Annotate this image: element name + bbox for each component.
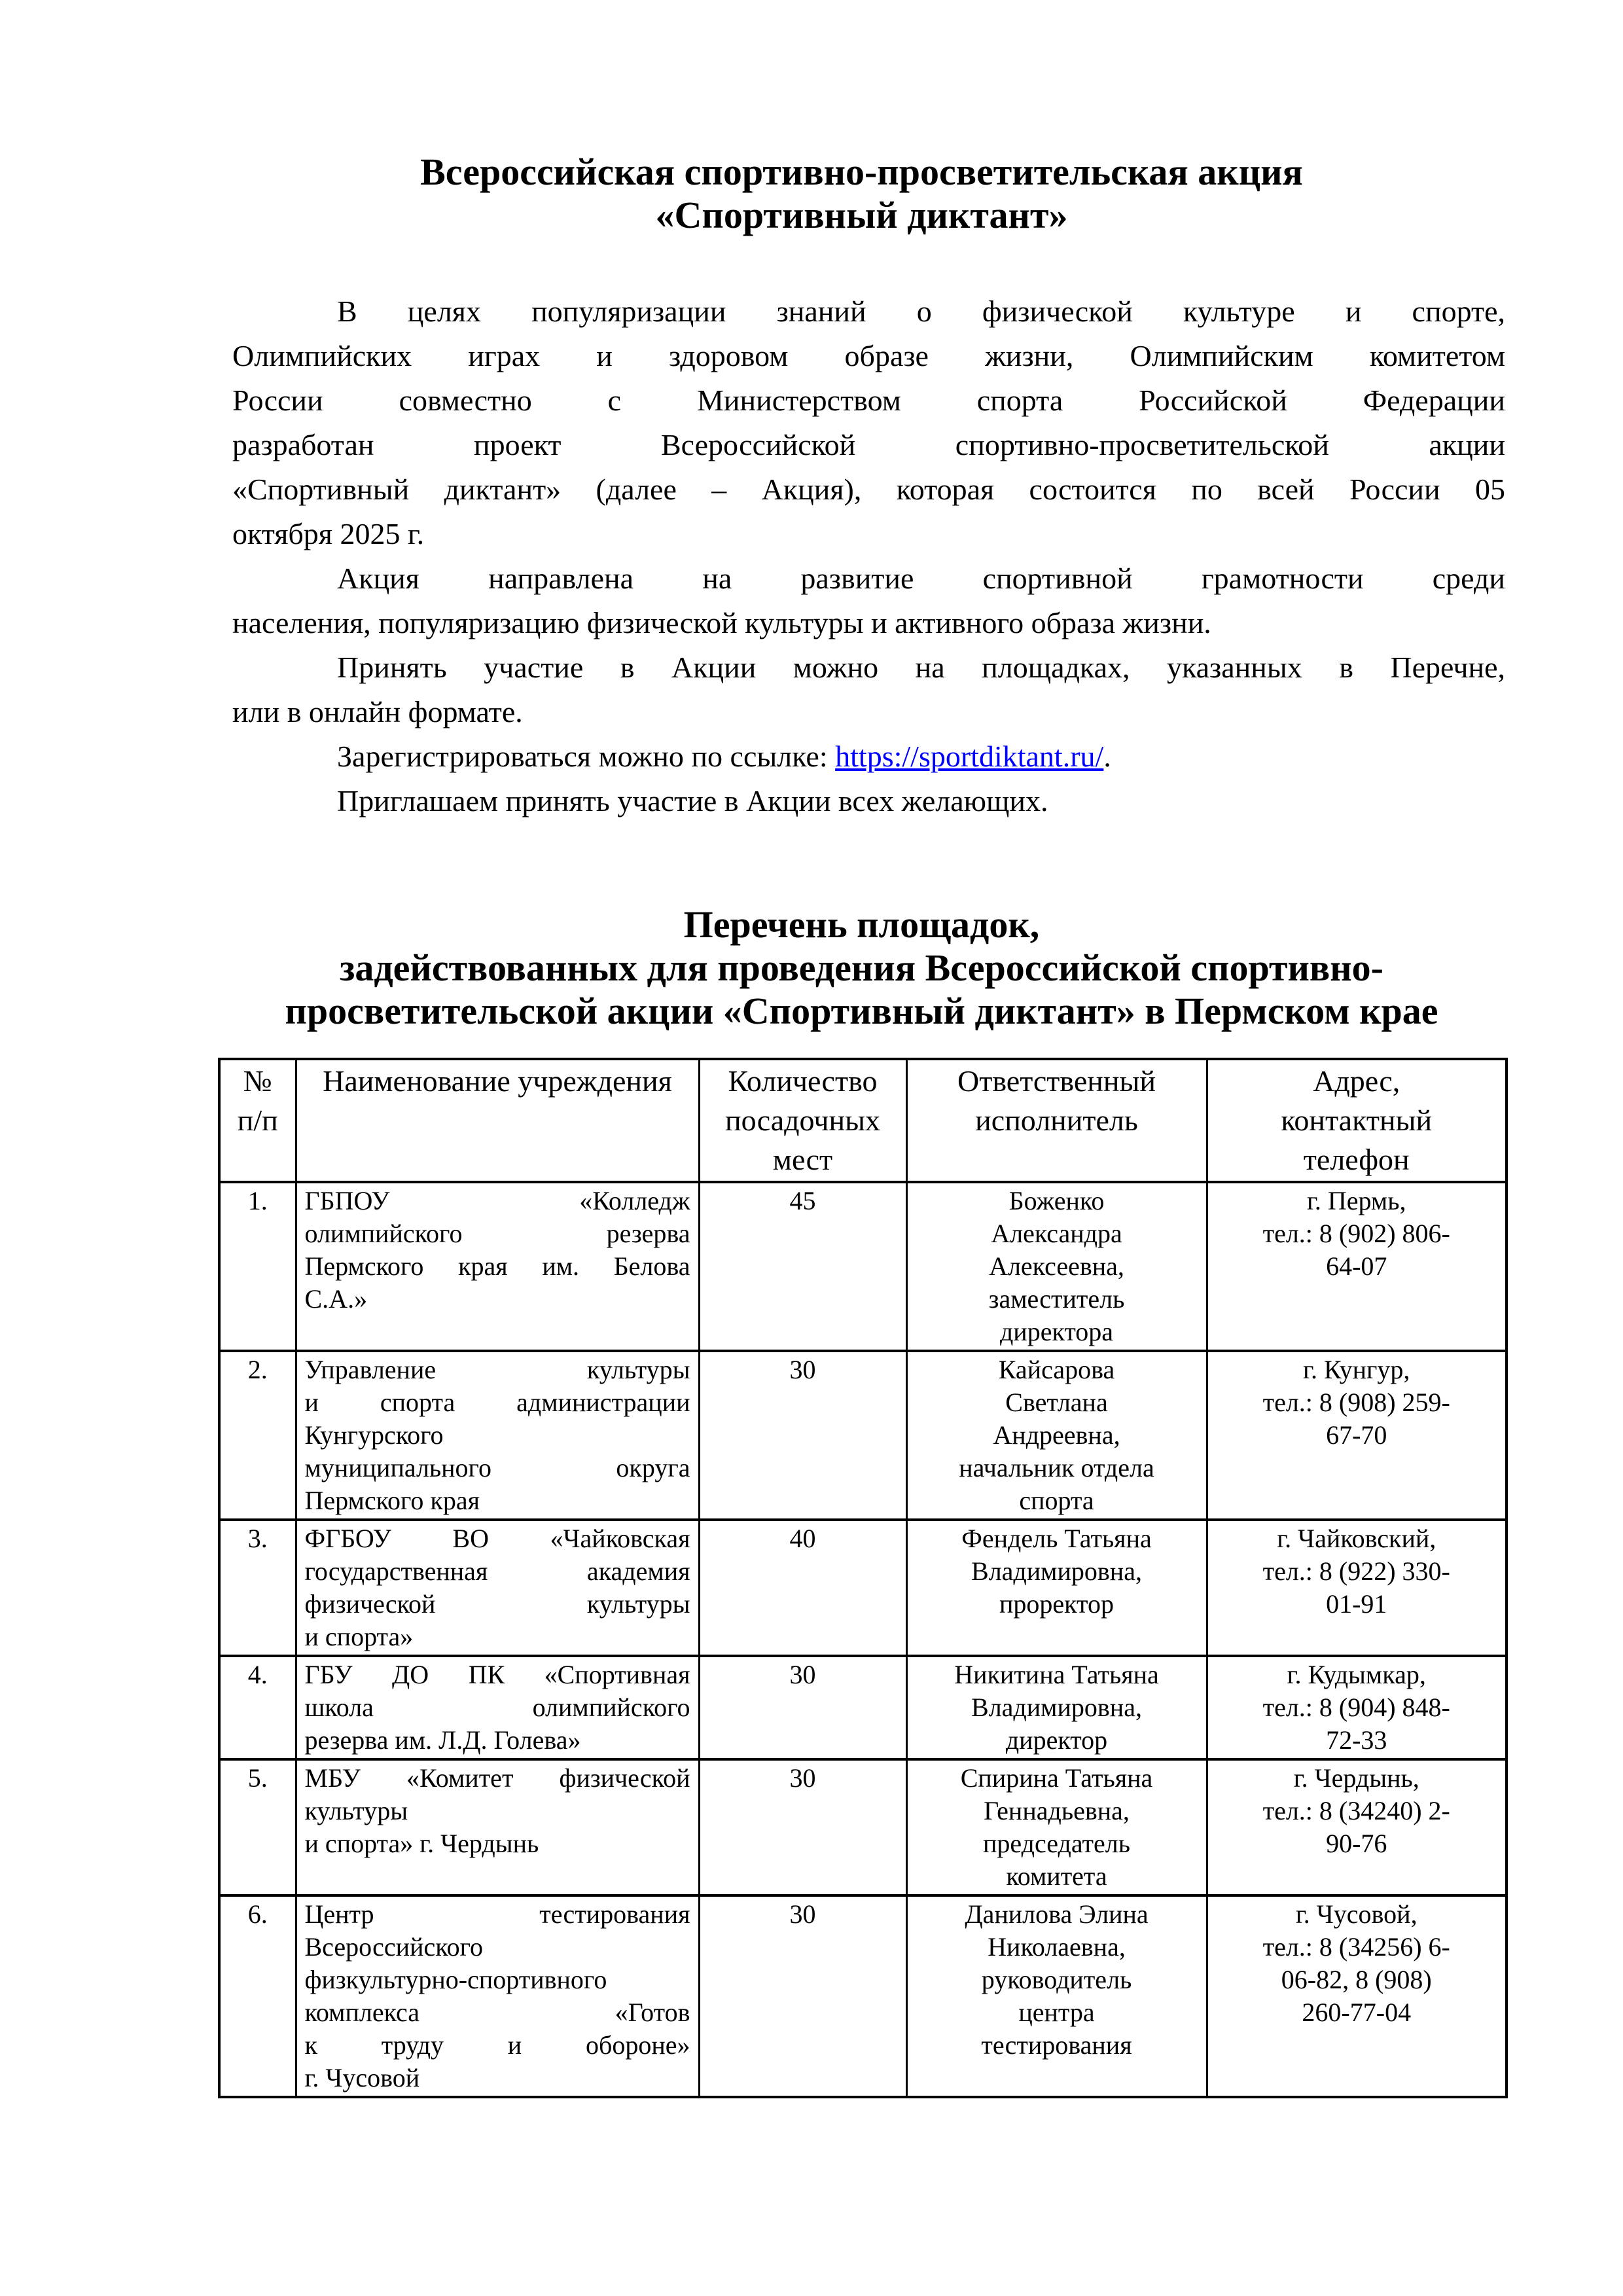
- venue-responsible-line: Кайсарова: [998, 1355, 1115, 1384]
- venue-address-cell: [1207, 1182, 1507, 1351]
- venue-address-line: 67-70: [1326, 1420, 1387, 1450]
- venues-list-subtitle-line: задействованных для проведения Всероссийской спортивно-: [340, 946, 1383, 989]
- venue-address-cell: [1207, 1759, 1507, 1895]
- registration-text-suffix: .: [1103, 740, 1111, 773]
- venue-institution-line: Пермского края им. Белова: [304, 1251, 690, 1281]
- paragraph: [232, 645, 1505, 734]
- registration-line: [232, 734, 1505, 779]
- venue-institution-line: олимпийского резерва: [304, 1219, 690, 1248]
- venue-address-line: тел.: 8 (34240) 2-: [1262, 1796, 1450, 1825]
- paragraph-line: В целях популяризации знаний о физической культуре и спорте,: [337, 295, 1505, 328]
- venues-table: [218, 1058, 1508, 2098]
- venue-institution-line: С.А.»: [304, 1284, 368, 1314]
- venue-institution-line: ГБПОУ «Колледж: [304, 1186, 690, 1215]
- venue-address-line: 72-33: [1326, 1725, 1387, 1755]
- paragraph-line: Принять участие в Акции можно на площадках, указанных в Перечне,: [337, 651, 1505, 684]
- header-cell-seats-line: посадочных: [724, 1103, 881, 1137]
- venue-address-cell: [1207, 1351, 1507, 1520]
- document-title-line: «Спортивный диктант»: [655, 194, 1068, 236]
- venue-address-line: тел.: 8 (908) 259-: [1262, 1388, 1450, 1417]
- header-cell-seats-line: Количество: [728, 1064, 878, 1098]
- venue-responsible-cell: [906, 1759, 1207, 1895]
- venue-address-line: тел.: 8 (904) 848-: [1262, 1693, 1450, 1722]
- venue-address-line: 06-82, 8 (908): [1281, 1965, 1432, 1994]
- venue-responsible-line: руководитель: [981, 1965, 1132, 1994]
- venue-number-cell: 4.: [219, 1656, 296, 1759]
- venue-institution-line: г. Чусовой: [304, 2063, 420, 2092]
- venue-seats-cell: 40: [699, 1520, 906, 1656]
- venue-responsible-line: Никитина Татьяна: [954, 1660, 1159, 1689]
- venue-seats-cell: 30: [699, 1759, 906, 1895]
- venue-institution-line: Всероссийского: [304, 1932, 484, 1962]
- venue-responsible-line: комитета: [1006, 1861, 1107, 1891]
- venue-address-line: г. Чайковский,: [1277, 1524, 1436, 1553]
- venue-institution-line: к труду и обороне»: [304, 2030, 690, 2060]
- venue-institution-line: физической культуры: [304, 1589, 690, 1619]
- venue-institution-line: муниципального округа: [304, 1453, 690, 1482]
- venue-responsible-cell: [906, 1351, 1207, 1520]
- venue-responsible-line: директор: [1005, 1725, 1108, 1755]
- venue-responsible-line: центра: [1018, 1998, 1095, 2027]
- header-cell-institution: [296, 1059, 699, 1182]
- paragraph-line: населения, популяризацию физической культуры и активного образа жизни.: [232, 606, 1211, 639]
- venue-institution-line: Кунгурского: [304, 1420, 444, 1450]
- header-cell-responsible-line: Ответственный: [957, 1064, 1156, 1098]
- registration-link[interactable]: https://sportdiktant.ru/: [835, 740, 1104, 773]
- venue-seats-cell: 30: [699, 1895, 906, 2097]
- venue-responsible-line: Александра: [991, 1219, 1122, 1248]
- venue-number-cell: 2.: [219, 1351, 296, 1520]
- venue-responsible-cell: [906, 1520, 1207, 1656]
- venue-institution-line: физкультурно-спортивного: [304, 1965, 607, 1994]
- venue-institution-line: и спорта»: [304, 1622, 414, 1651]
- venue-responsible-line: тестирования: [981, 2030, 1132, 2060]
- venue-row: [219, 1656, 1507, 1759]
- header-cell-seats-line: мест: [772, 1143, 833, 1176]
- paragraph-line: или в онлайн формате.: [232, 695, 523, 728]
- venue-address-line: тел.: 8 (922) 330-: [1262, 1556, 1450, 1586]
- venue-address-line: г. Чусовой,: [1295, 1899, 1418, 1929]
- venue-address-cell: [1207, 1895, 1507, 2097]
- venue-address-cell: [1207, 1656, 1507, 1759]
- venue-address-line: г. Пермь,: [1307, 1186, 1406, 1215]
- paragraph: [232, 734, 1505, 779]
- venue-responsible-line: Светлана: [1005, 1388, 1108, 1417]
- header-cell-address: [1207, 1059, 1507, 1182]
- venues-list-subtitle-line: просветительской акции «Спортивный диктант» в Пермском крае: [285, 990, 1438, 1032]
- venue-row: [219, 1520, 1507, 1656]
- venues-list-subtitle: [218, 903, 1505, 1033]
- header-cell-responsible-line: исполнитель: [975, 1103, 1138, 1137]
- venue-responsible-line: директора: [999, 1317, 1114, 1346]
- paragraph-line: России совместно с Министерством спорта Российской Федерации: [232, 384, 1505, 417]
- venue-responsible-cell: [906, 1182, 1207, 1351]
- venue-responsible-line: Алексеевна,: [989, 1251, 1124, 1281]
- venue-address-line: 90-76: [1326, 1829, 1387, 1858]
- venue-responsible-cell: [906, 1656, 1207, 1759]
- spacer: [218, 237, 1505, 289]
- venue-responsible-line: председатель: [983, 1829, 1130, 1858]
- venue-responsible-line: заместитель: [988, 1284, 1125, 1314]
- paragraph-line: Олимпийских играх и здоровом образе жизни, Олимпийским комитетом: [232, 339, 1505, 372]
- venue-number-cell: 3.: [219, 1520, 296, 1656]
- venue-responsible-line: Андреевна,: [993, 1420, 1120, 1450]
- venue-number-cell: 1.: [219, 1182, 296, 1351]
- venue-responsible-line: Фендель Татьяна: [961, 1524, 1152, 1553]
- registration-text: Зарегистрироваться можно по ссылке:: [337, 740, 836, 773]
- venue-institution-cell: [296, 1656, 699, 1759]
- venue-number-cell: 5.: [219, 1759, 296, 1895]
- document-title-line: Всероссийская спортивно-просветительская акция: [420, 151, 1303, 193]
- document-title: [218, 151, 1505, 237]
- venue-responsible-line: начальник отдела: [959, 1453, 1154, 1482]
- venue-seats-cell: 30: [699, 1351, 906, 1520]
- paragraph-line: октября 2025 г.: [232, 517, 425, 550]
- header-cell-seats: [699, 1059, 906, 1182]
- header-cell-number: [219, 1059, 296, 1182]
- paragraph-line: Приглашаем принять участие в Акции всех желающих.: [337, 784, 1048, 817]
- paragraph-line: Акция направлена на развитие спортивной грамотности среди: [337, 562, 1505, 595]
- paragraph-line: разработан проект Всероссийской спортивно-просветительской акции: [232, 428, 1505, 461]
- body-paragraphs: [232, 289, 1505, 823]
- venue-address-line: г. Чердынь,: [1293, 1763, 1419, 1793]
- venue-address-line: 01-91: [1326, 1589, 1387, 1619]
- venue-institution-line: МБУ «Комитет физической: [304, 1763, 690, 1793]
- venue-institution-line: Управление культуры: [304, 1355, 690, 1384]
- venue-address-line: г. Кудымкар,: [1287, 1660, 1426, 1689]
- venue-row: [219, 1351, 1507, 1520]
- venue-address-line: 64-07: [1326, 1251, 1387, 1281]
- venue-institution-line: резерва им. Л.Д. Голева»: [304, 1725, 581, 1755]
- venue-responsible-cell: [906, 1895, 1207, 2097]
- venue-institution-line: ФГБОУ ВО «Чайковская: [304, 1524, 690, 1553]
- venue-responsible-line: Владимировна,: [971, 1556, 1142, 1586]
- venue-institution-line: ГБУ ДО ПК «Спортивная: [304, 1660, 690, 1689]
- venue-row: [219, 1895, 1507, 2097]
- venue-institution-line: школа олимпийского: [304, 1693, 690, 1722]
- venue-responsible-line: Спирина Татьяна: [960, 1763, 1153, 1793]
- venue-row: [219, 1759, 1507, 1895]
- header-cell-institution-line: Наименование учреждения: [323, 1064, 672, 1098]
- venue-responsible-line: Владимировна,: [971, 1693, 1142, 1722]
- venue-address-line: г. Кунгур,: [1303, 1355, 1410, 1384]
- venue-address-line: тел.: 8 (902) 806-: [1262, 1219, 1450, 1248]
- paragraph: [232, 779, 1505, 823]
- header-cell-address-line: Адрес,: [1313, 1064, 1400, 1098]
- venue-institution-line: государственная академия: [304, 1556, 690, 1586]
- venue-responsible-line: спорта: [1019, 1486, 1094, 1515]
- venue-institution-cell: [296, 1895, 699, 2097]
- spacer: [218, 823, 1505, 903]
- venue-address-cell: [1207, 1520, 1507, 1656]
- venue-address-line: 260-77-04: [1302, 1998, 1412, 2027]
- venue-institution-line: комплекса «Готов: [304, 1998, 690, 2027]
- venue-seats-cell: 45: [699, 1182, 906, 1351]
- venue-institution-cell: [296, 1520, 699, 1656]
- venue-institution-line: Пермского края: [304, 1486, 480, 1515]
- venue-number-cell: 6.: [219, 1895, 296, 2097]
- venue-responsible-line: Геннадьевна,: [984, 1796, 1130, 1825]
- venue-institution-line: и спорта администрации: [304, 1388, 690, 1417]
- venue-row: [219, 1182, 1507, 1351]
- header-cell-number-line: п/п: [237, 1103, 278, 1137]
- venues-table-header-row: [219, 1059, 1507, 1182]
- venue-responsible-line: проректор: [999, 1589, 1115, 1619]
- venue-responsible-line: Боженко: [1008, 1186, 1105, 1215]
- header-cell-responsible: [906, 1059, 1207, 1182]
- venue-institution-line: культуры: [304, 1796, 408, 1825]
- venue-institution-line: и спорта» г. Чердынь: [304, 1829, 539, 1858]
- venue-seats-cell: 30: [699, 1656, 906, 1759]
- paragraph: [232, 556, 1505, 645]
- paragraph-line: «Спортивный диктант» (далее – Акция), которая состоится по всей России 05: [232, 473, 1505, 506]
- venues-list-subtitle-line: Перечень площадок,: [683, 903, 1040, 946]
- venue-responsible-line: Данилова Элина: [965, 1899, 1149, 1929]
- venue-institution-cell: [296, 1182, 699, 1351]
- venue-address-line: тел.: 8 (34256) 6-: [1262, 1932, 1450, 1962]
- venue-institution-line: Центр тестирования: [304, 1899, 690, 1929]
- venue-institution-cell: [296, 1351, 699, 1520]
- venue-responsible-line: Николаевна,: [988, 1932, 1126, 1962]
- header-cell-address-line: телефон: [1303, 1143, 1410, 1176]
- spacer: [218, 1033, 1505, 1058]
- header-cell-number-line: №: [243, 1064, 272, 1098]
- header-cell-address-line: контактный: [1281, 1103, 1433, 1137]
- paragraph: [232, 289, 1505, 556]
- venue-institution-cell: [296, 1759, 699, 1895]
